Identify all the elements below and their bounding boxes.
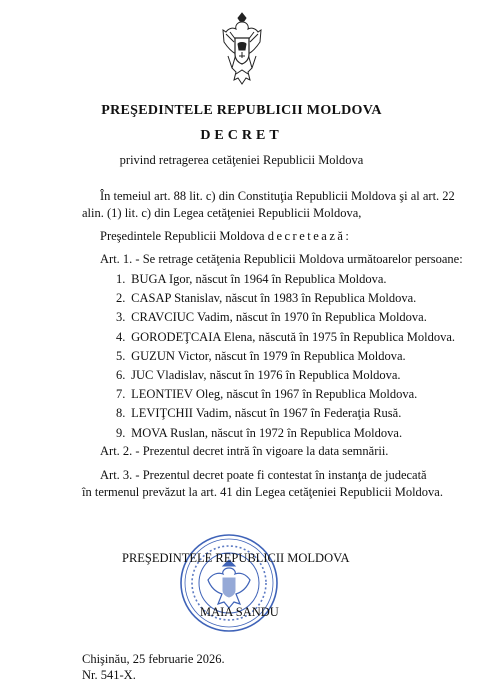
- article-1-heading: Art. 1. - Se retrage cetăţenia Republicii Moldova următoarelor persoane:: [100, 252, 463, 266]
- person-details: Ruslan, născut în 1972 în Republica Moldova.: [170, 425, 403, 440]
- decree-word: decretează:: [267, 229, 352, 243]
- preamble-line-1: În temeiul art. 88 lit. c) din Constituţia Republicii Moldova şi al art. 22: [100, 189, 455, 203]
- list-item: [116, 405, 455, 424]
- list-item-number: 8.: [116, 406, 126, 421]
- list-item: [116, 309, 455, 328]
- place-and-date: Chişinău, 25 februarie 2026.: [82, 652, 225, 666]
- list-item: [116, 386, 455, 405]
- person-details: Oleg, născut în 1967 în Republica Moldova.: [195, 387, 418, 402]
- persons-list: [116, 271, 455, 444]
- list-item: [116, 271, 455, 290]
- article-2: Art. 2. - Prezentul decret intră în vigoare la data semnării.: [100, 444, 389, 458]
- list-item: [116, 425, 455, 444]
- decree-formula: [100, 228, 351, 244]
- page-title: PREŞEDINTELE REPUBLICII MOLDOVA: [101, 103, 382, 118]
- person-details: Elena, născută în 1975 în Republica Moldova.: [223, 329, 456, 344]
- person-details: Vladislav, născut în 1976 în Republica Moldova.: [156, 367, 401, 382]
- issuer-text: Preşedintele Republicii Moldova: [100, 229, 265, 243]
- article-3-line-2: în termenul prevăzut la art. 41 din Legea cetăţeniei Republicii Moldova.: [82, 485, 443, 499]
- article-3-line-1: Art. 3. - Prezentul decret poate fi contestat în instanţa de judecată: [100, 468, 427, 482]
- list-item-number: 6.: [116, 367, 126, 382]
- person-surname: JUC: [131, 367, 154, 382]
- coat-of-arms-icon: [222, 12, 262, 88]
- person-surname: GUZUN: [131, 348, 175, 363]
- person-details: Stanislav, născut în 1983 în Republica Moldova.: [174, 291, 417, 306]
- list-item: [116, 329, 455, 348]
- list-item: [116, 367, 455, 386]
- person-surname: CRAVCIUC: [131, 310, 195, 325]
- list-item-number: 7.: [116, 387, 126, 402]
- person-surname: GORODEŢCAIA: [131, 329, 221, 344]
- person-details: Vadim, născut în 1967 în Federaţia Rusă.: [195, 406, 402, 421]
- person-surname: LEVIŢCHII: [131, 406, 193, 421]
- person-details: Vadim, născut în 1970 în Republica Moldova.: [197, 310, 427, 325]
- list-item-number: 2.: [116, 291, 126, 306]
- person-surname: LEONTIEV: [131, 387, 193, 402]
- signature-name: MAIA SANDU: [200, 605, 279, 619]
- person-surname: BUGA: [131, 272, 166, 286]
- person-details: Victor, născut în 1979 în Republica Moldova.: [177, 348, 406, 363]
- list-item-number: 9.: [116, 425, 126, 440]
- list-item-number: 5.: [116, 348, 126, 363]
- decree-number: Nr. 541-X.: [82, 668, 136, 682]
- person-surname: MOVA: [131, 425, 168, 440]
- list-item-number: 1.: [116, 272, 126, 286]
- list-item-number: 3.: [116, 310, 126, 325]
- document-type: DECRET: [200, 128, 283, 143]
- document-subject: privind retragerea cetăţeniei Republicii Moldova: [119, 153, 364, 167]
- person-details: Igor, născut în 1964 în Republica Moldova.: [168, 272, 387, 286]
- preamble-line-2: alin. (1) lit. c) din Legea cetăţeniei Republicii Moldova,: [82, 206, 362, 220]
- person-surname: CASAP: [131, 291, 171, 306]
- list-item: [116, 348, 455, 367]
- signature-title: PREŞEDINTELE REPUBLICII MOLDOVA: [122, 551, 350, 565]
- list-item: [116, 290, 455, 309]
- list-item-number: 4.: [116, 329, 126, 344]
